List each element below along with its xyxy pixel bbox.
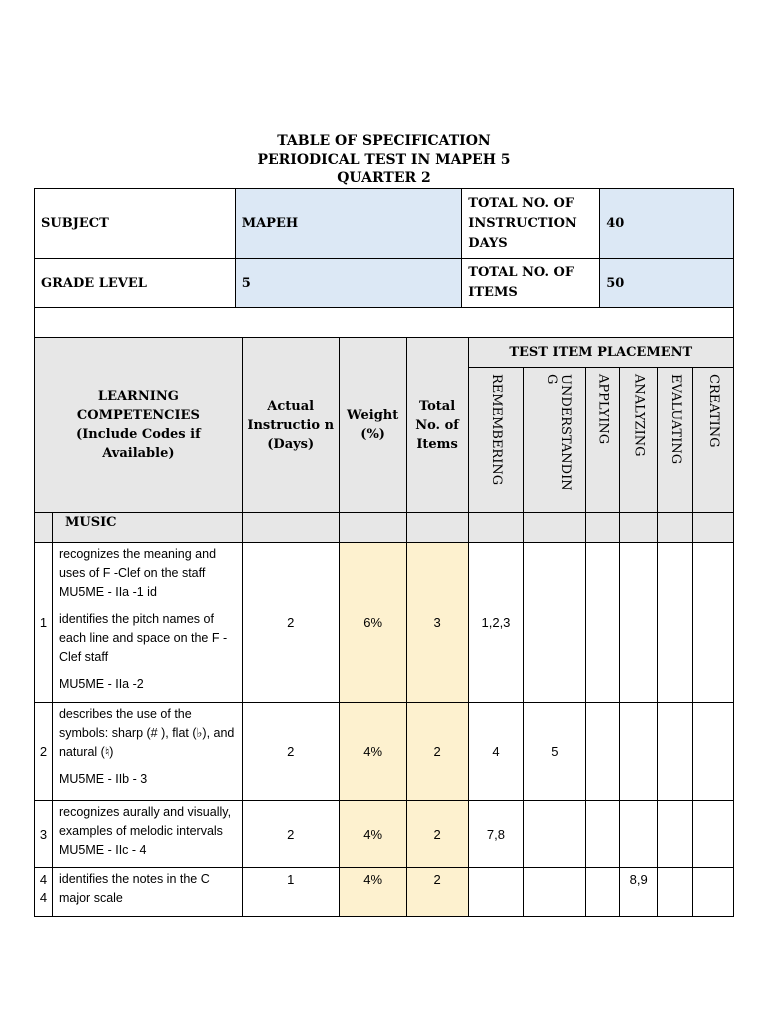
items-cell: 2 — [406, 868, 468, 917]
level-analyzing — [620, 368, 658, 513]
weight-cell: 4% — [339, 703, 406, 801]
competency-cell — [52, 703, 242, 801]
days-cell: 2 — [242, 703, 339, 801]
competency-cell — [52, 543, 242, 703]
placement-cell — [620, 543, 658, 703]
competency-code: MU5ME - IIa -2 — [58, 677, 144, 691]
competency-cell — [52, 801, 242, 868]
competency-text: recognizes aurally and visually, examples of melodic intervals MU5ME - IIc - 4 — [58, 805, 232, 857]
placement-cell — [658, 868, 693, 917]
table-row — [35, 801, 734, 868]
header-competencies: LEARNING COMPETENCIES (Include Codes if Available) — [35, 338, 243, 513]
header-placement: TEST ITEM PLACEMENT — [468, 338, 733, 368]
grade-label: GRADE LEVEL — [35, 259, 236, 308]
placement-cell — [524, 868, 586, 917]
table-row — [35, 703, 734, 801]
placement-cell — [620, 703, 658, 801]
row-number: 3 — [35, 801, 53, 868]
competency-code: MU5ME - IIb - 3 — [58, 772, 148, 786]
section-title: MUSIC — [52, 513, 242, 543]
days-cell: 1 — [242, 868, 339, 917]
section-no-cell — [35, 513, 53, 543]
row-number: 4 4 — [35, 868, 53, 917]
level-understanding — [524, 368, 586, 513]
level-understanding-label: UNDERSTANDIN G — [544, 374, 573, 491]
level-analyzing-label: ANALYZING — [631, 374, 647, 457]
level-evaluating — [658, 368, 693, 513]
doc-title: TABLE OF SPECIFICATION — [277, 133, 491, 149]
items-cell: 2 — [406, 801, 468, 868]
placement-cell — [586, 543, 620, 703]
placement-cell — [693, 868, 734, 917]
competency-text: recognizes the meaning and uses of F -Clef on the staff MU5ME - IIa -1 id — [58, 547, 217, 599]
subject-label: SUBJECT — [35, 189, 236, 259]
items-cell: 2 — [406, 703, 468, 801]
placement-cell — [586, 868, 620, 917]
placement-cell — [524, 801, 586, 868]
level-evaluating-label: EVALUATING — [667, 374, 683, 465]
days-value: 40 — [600, 189, 734, 259]
grade-value: 5 — [235, 259, 462, 308]
weight-cell: 4% — [339, 868, 406, 917]
items-value: 50 — [600, 259, 734, 308]
placement-cell — [693, 543, 734, 703]
info-table — [34, 188, 734, 338]
placement-cell — [693, 703, 734, 801]
table-row — [35, 868, 734, 917]
header-actual-days: Actual Instructio n (Days) — [242, 338, 339, 513]
placement-cell — [586, 703, 620, 801]
placement-cell — [586, 801, 620, 868]
placement-cell: 1,2,3 — [468, 543, 524, 703]
items-label: TOTAL NO. OF ITEMS — [462, 259, 600, 308]
placement-cell — [658, 801, 693, 868]
header-weight: Weight (%) — [339, 338, 406, 513]
spacer-row — [35, 308, 734, 338]
days-label: TOTAL NO. OF INSTRUCTION DAYS — [462, 189, 600, 259]
placement-cell: 5 — [524, 703, 586, 801]
level-applying-label: APPLYING — [595, 374, 611, 445]
placement-cell — [658, 703, 693, 801]
days-cell: 2 — [242, 801, 339, 868]
table-row — [35, 543, 734, 703]
level-creating-label: CREATING — [705, 374, 721, 448]
level-remembering — [468, 368, 524, 513]
spec-table — [34, 337, 734, 917]
placement-cell — [693, 801, 734, 868]
doc-quarter: QUARTER 2 — [337, 170, 431, 186]
level-applying — [586, 368, 620, 513]
competency-text: identifies the notes in the C major scale — [58, 872, 210, 905]
competency-text: identifies the pitch names of each line and space on the F - Clef staff — [58, 612, 228, 664]
placement-cell: 4 — [468, 703, 524, 801]
level-creating — [693, 368, 734, 513]
placement-cell — [468, 868, 524, 917]
competency-text: describes the use of the symbols: sharp (# ), flat (♭), and natural (♮) — [58, 707, 235, 759]
weight-cell: 4% — [339, 801, 406, 868]
level-remembering-label: REMEMBERING — [488, 374, 504, 486]
competency-cell — [52, 868, 242, 917]
placement-cell — [658, 543, 693, 703]
subject-value: MAPEH — [235, 189, 462, 259]
days-cell: 2 — [242, 543, 339, 703]
doc-subtitle: PERIODICAL TEST IN MAPEH 5 — [257, 152, 511, 168]
placement-cell — [620, 801, 658, 868]
header-total-items: Total No. of Items — [406, 338, 468, 513]
placement-cell: 8,9 — [620, 868, 658, 917]
row-number: 1 — [35, 543, 53, 703]
weight-cell: 6% — [339, 543, 406, 703]
placement-cell: 7,8 — [468, 801, 524, 868]
placement-cell — [524, 543, 586, 703]
row-number: 2 — [35, 703, 53, 801]
items-cell: 3 — [406, 543, 468, 703]
